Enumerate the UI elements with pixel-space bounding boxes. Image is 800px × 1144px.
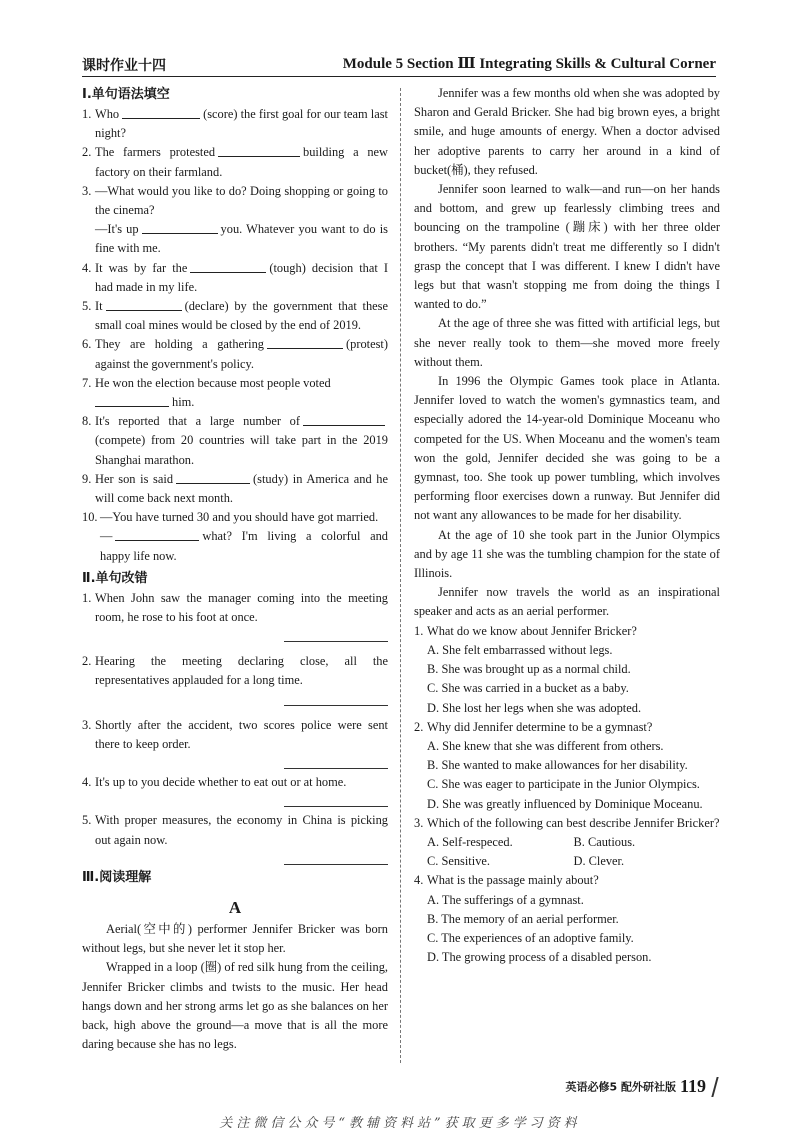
part3-title: Ⅲ.阅读理解 <box>82 869 152 885</box>
right-column <box>414 84 720 967</box>
grammar-q6: 6. They are holding a gathering (protest) against the government's policy. <box>82 337 388 371</box>
slash-decoration <box>711 1077 718 1097</box>
correction-item-3: 3. Shortly after the accident, two scores police were sent there to keep order. <box>82 716 388 769</box>
page-header <box>82 50 716 77</box>
passage-paragraph: Wrapped in a loop (圈) of red silk hung from the ceiling, Jennifer Bricker climbs and twists to the music. Her head hangs down and her strong arms let go as she balances on her back, high above the ground—a move that is all the more daring because she has no legs. <box>82 960 388 1052</box>
passage-paragraph: Jennifer soon learned to walk—and run—on her hands and bottom, and grew up fearlessly climbing trees and bouncing on the trampoline (蹦床) with her three older brothers. “My parents didn't treat me differently so I didn't grasp the concept that I was different. I knew I didn't have legs but that wasn't stopping me from doing the things I wanted to do.” <box>414 182 720 312</box>
answer-option[interactable]: D. The growing process of a disabled person. <box>427 950 652 965</box>
answer-line[interactable] <box>284 864 388 865</box>
grammar-q9: 9. Her son is said (study) in America and he will come back next month. <box>82 471 389 506</box>
page-footer <box>566 1076 717 1098</box>
answer-option[interactable]: C. She was eager to participate in the Junior Olympics. <box>427 777 700 792</box>
answer-option[interactable]: C. She was carried in a bucket as a baby. <box>427 681 629 696</box>
answer-option[interactable]: A. She knew that she was different from others. <box>427 738 664 753</box>
answer-blank[interactable] <box>303 413 385 426</box>
answer-blank[interactable] <box>190 260 266 273</box>
grammar-q1: 1. Who (score) the first goal for our team last night? <box>82 107 388 141</box>
answer-blank[interactable] <box>122 106 200 119</box>
grammar-q3-reply: —It's up you. Whatever you want to do is fine with me. <box>95 222 388 256</box>
answer-option[interactable]: B. She was brought up as a normal child. <box>427 662 631 677</box>
grammar-q10-reply: — what? I'm living a colorful and happy life now. <box>100 529 388 563</box>
correction-item-2: 2. Hearing the meeting declaring close, all the representatives applauded for a long time. <box>82 652 388 705</box>
answer-blank[interactable] <box>115 528 199 541</box>
part1-title: Ⅰ.单句语法填空 <box>82 87 170 102</box>
reading-question-3: 3. Which of the following can best describe Jennifer Bricker? A. Self-respeced. B. Cautious. C. Sensitive. D. Clever. <box>414 814 720 872</box>
grammar-q5: 5. It (declare) by the government that these small coal mines would be closed by the end of 2019. <box>82 299 388 333</box>
answer-option[interactable]: D. Clever. <box>573 854 625 869</box>
answer-option[interactable]: B. The memory of an aerial performer. <box>427 911 619 926</box>
section-title: Module 5 Section Ⅲ Integrating Skills & Cultural Corner <box>342 56 716 72</box>
book-name: 英语必修5 配外研社版 <box>565 1080 676 1094</box>
passage-paragraph: At the age of 10 she took part in the Junior Olympics and by age 11 she was the tumbling champion for the state of Illinois. <box>414 527 720 581</box>
answer-blank[interactable] <box>95 394 169 407</box>
grammar-q10: 10. —You have turned 30 and you should have got married. <box>82 510 379 525</box>
page-number: 119 <box>679 1076 706 1096</box>
answer-blank[interactable] <box>218 144 300 157</box>
answer-option[interactable]: C. The experiences of an adoptive family. <box>427 930 634 945</box>
grammar-q2: 2. The farmers protested building a new factory on their farmland. <box>82 145 388 179</box>
answer-blank[interactable] <box>176 471 250 484</box>
reading-question-1: 1. What do we know about Jennifer Bricker? A. She felt embarrassed without legs. B. She was brought up as a normal child. C. She was carried in a bucket as a baby. D. She lost her legs when she was adopted. <box>414 622 720 718</box>
answer-option[interactable]: A. Self-respeced. <box>427 834 513 849</box>
answer-option[interactable]: A. She felt embarrassed without legs. <box>427 642 613 657</box>
reading-question-2: 2. Why did Jennifer determine to be a gymnast? A. She knew that she was different from others. B. She wanted to make allowances for her disability. C. She was eager to participate in the Junior Olympics. D. She was greatly influenced by Dominique Moceanu. <box>414 718 720 814</box>
grammar-q8: 8. It's reported that a large number of(compete) from 20 countries will take part in the 2019 Shanghai marathon. <box>82 414 388 467</box>
grammar-q3: 3. —What would you like to do? Doing shopping or going to the cinema? <box>82 183 388 218</box>
correction-item-4: 4. It's up to you decide whether to eat out or at home. <box>82 773 388 807</box>
answer-blank[interactable] <box>267 336 343 349</box>
column-divider <box>400 88 401 1063</box>
left-column <box>82 84 388 1054</box>
reading-question-4: 4. What is the passage mainly about? A. The sufferings of a gymnast. B. The memory of an aerial performer. C. The experiences of an adoptive family. D. The growing process of a disabled person. <box>414 871 720 967</box>
grammar-q7: 7. He won the election because most people voted him. <box>82 375 331 410</box>
grammar-q4: 4. It was by far the (tough) decision that I had made in my life. <box>82 260 388 294</box>
handwritten-note: 关注微信公众号“教辅资料站”获取更多学习资料 <box>219 1116 581 1131</box>
answer-option[interactable]: D. She was greatly influenced by Dominique Moceanu. <box>427 796 703 811</box>
answer-option[interactable]: D. She lost her legs when she was adopted. <box>427 700 642 715</box>
answer-option[interactable]: B. Cautious. <box>573 834 636 849</box>
correction-item-5: 5. With proper measures, the economy in China is picking out again now. <box>82 811 388 864</box>
answer-blank[interactable] <box>142 221 218 234</box>
passage-paragraph: Jennifer was a few months old when she was adopted by Sharon and Gerald Bricker. She had big brown eyes, a bright smile, and huge amounts of energy. When a doctor advised her adoptive parents to carry her around in a kind of bucket(桶), they refused. <box>414 86 720 177</box>
answer-option[interactable]: B. She wanted to make allowances for her disability. <box>427 758 688 773</box>
passage-paragraph: Jennifer now travels the world as an inspirational speaker and acts as an aerial performer. <box>414 585 720 619</box>
passage-paragraph: Aerial(空中的) performer Jennifer Bricker was born without legs, but she never let it stop her. <box>82 921 388 956</box>
passage-paragraph: At the age of three she was fitted with artificial legs, but she never really took to them—she moved more freely without them. <box>414 316 720 369</box>
correction-item-1: 1. When John saw the manager coming into the meeting room, he rose to his foot at once. <box>82 589 388 642</box>
answer-blank[interactable] <box>106 298 182 311</box>
passage-label: A <box>228 897 242 917</box>
part2-title: Ⅱ.单句改错 <box>82 570 148 586</box>
answer-option[interactable]: A. The sufferings of a gymnast. <box>427 892 584 907</box>
answer-option[interactable]: C. Sensitive. <box>427 854 490 869</box>
passage-paragraph: In 1996 the Olympic Games took place in Atlanta. Jennifer loved to watch the women's gymnastics team, and especially adored the 14-year-old Dominique Moceanu who competed for the US. When Moceanu and the women's team won the gold, Jennifer decided she was going to be a gymnast, too. She took up power tumbling, which involves performing floor exercises down a runway. But Jennifer did not want any allowances to be made for her disability. <box>414 374 720 523</box>
homework-title: 课时作业十四 <box>82 58 166 74</box>
